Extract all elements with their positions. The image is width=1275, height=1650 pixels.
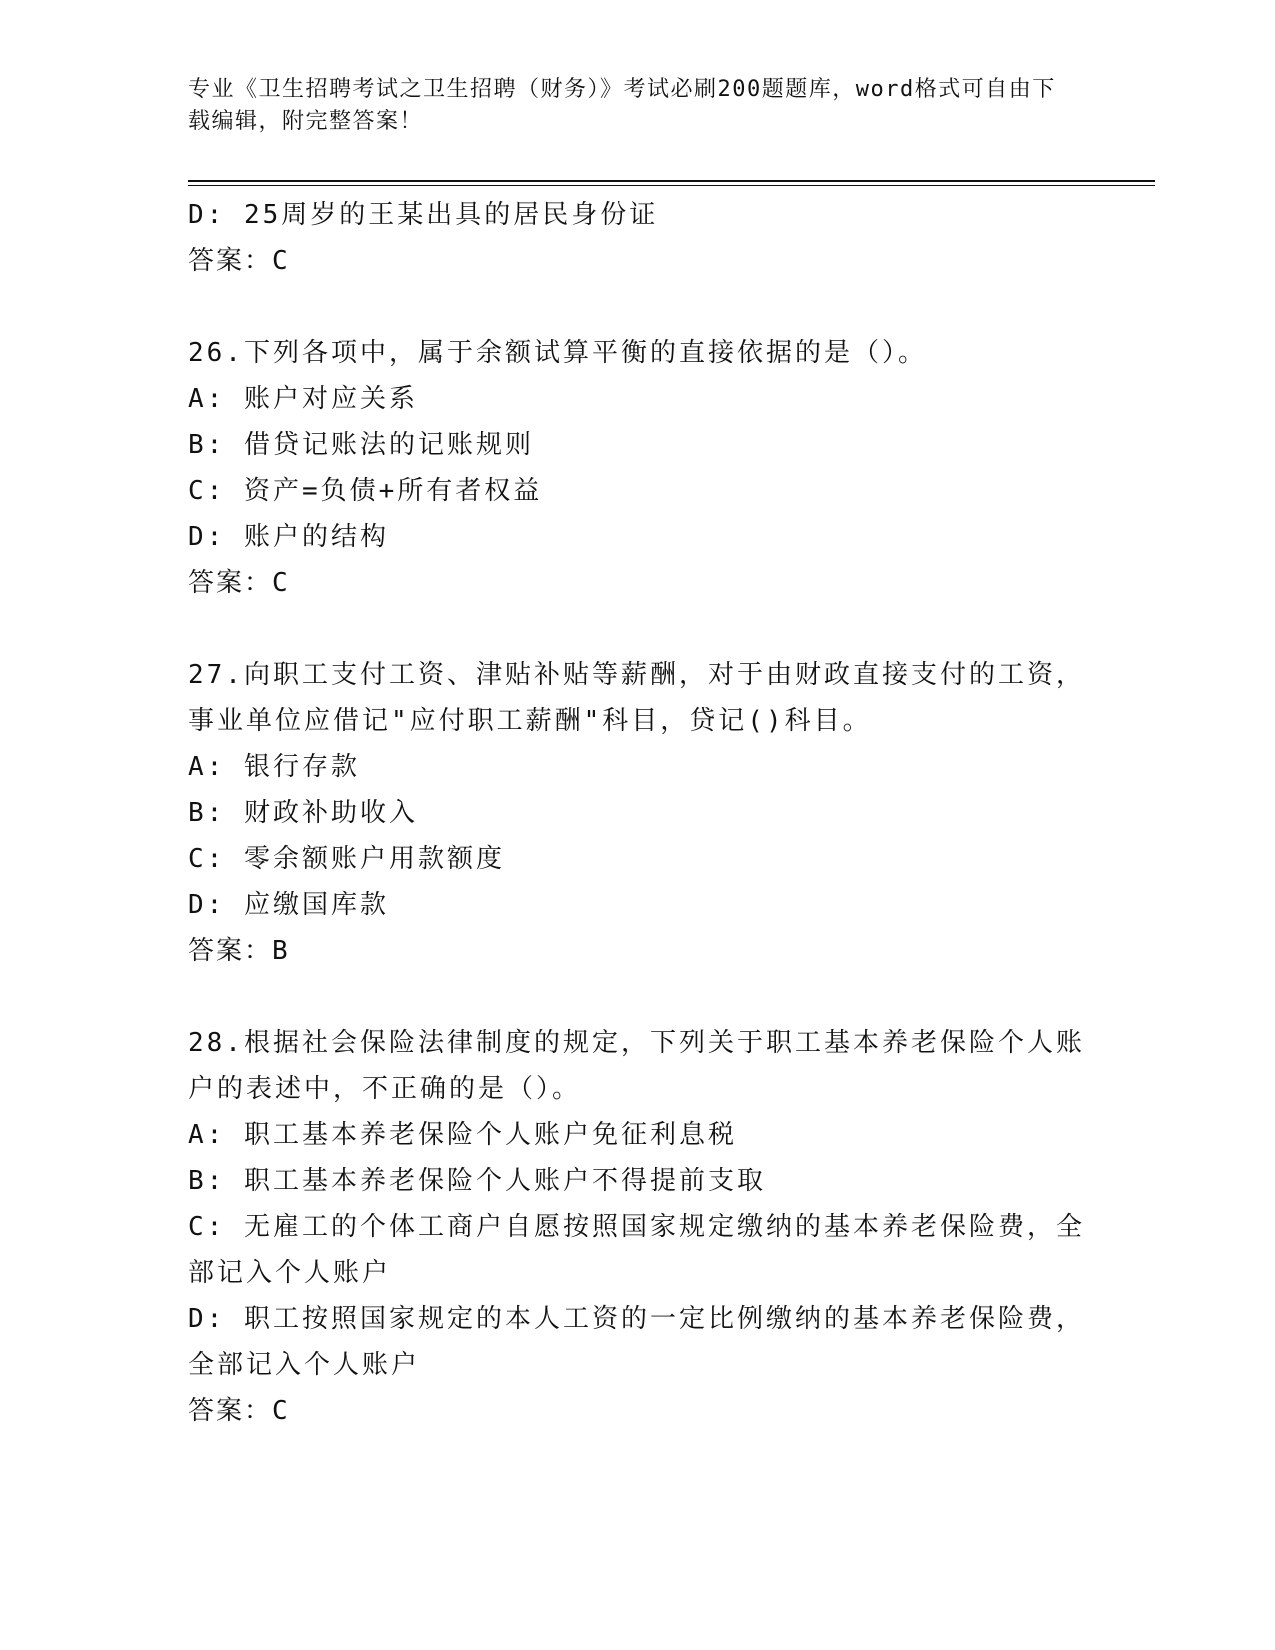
option-d: D: 应缴国库款 <box>188 890 389 920</box>
option-c: C: 资产=负债+所有者权益 <box>188 476 543 506</box>
document-header: 专业《卫生招聘考试之卫生招聘（财务）》考试必刷200题题库，word格式可自由下载编辑，附完整答案！ <box>188 77 1056 134</box>
question-stem-line-2: 户的表述中，不正确的是（）。 <box>188 1074 582 1104</box>
option-a: A: 职工基本养老保险个人账户免征利息税 <box>188 1120 737 1150</box>
question-26 <box>188 330 1108 606</box>
option-d: D: 账户的结构 <box>188 522 389 552</box>
header-divider-thin <box>188 185 1155 186</box>
question-stem: 26.下列各项中，属于余额试算平衡的直接依据的是（）。 <box>188 338 927 368</box>
option-c-line-1: C: 无雇工的个体工商户自愿按照国家规定缴纳的基本养老保险费，全 <box>188 1212 1085 1242</box>
option-b: B: 财政补助收入 <box>188 798 418 828</box>
option-a: A: 账户对应关系 <box>188 384 418 414</box>
option-c-line-2: 部记入个人账户 <box>188 1258 392 1288</box>
question-27 <box>188 652 1108 974</box>
answer: 答案：C <box>188 568 290 598</box>
question-28 <box>188 1020 1108 1434</box>
option-a: A: 银行存款 <box>188 752 360 782</box>
option-b: B: 借贷记账法的记账规则 <box>188 430 534 460</box>
option-b: B: 职工基本养老保险个人账户不得提前支取 <box>188 1166 766 1196</box>
question-stem-line-2: 事业单位应借记"应付职工薪酬"科目，贷记()科目。 <box>188 706 872 736</box>
option-d-line-1: D: 职工按照国家规定的本人工资的一定比例缴纳的基本养老保险费， <box>188 1304 1085 1334</box>
option-d-line-2: 全部记入个人账户 <box>188 1350 421 1380</box>
answer: 答案：B <box>188 936 290 966</box>
header-divider-thick <box>188 180 1155 182</box>
option-c: C: 零余额账户用款额度 <box>188 844 505 874</box>
option-d: D: 25周岁的王某出具的居民身份证 <box>188 200 659 230</box>
question-stem-line-1: 27.向职工支付工资、津贴补贴等薪酬，对于由财政直接支付的工资， <box>188 660 1085 690</box>
question-stem-line-1: 28.根据社会保险法律制度的规定，下列关于职工基本养老保险个人账 <box>188 1028 1085 1058</box>
answer: 答案：C <box>188 1396 290 1426</box>
question-content <box>188 192 1108 1434</box>
answer: 答案：C <box>188 246 290 276</box>
